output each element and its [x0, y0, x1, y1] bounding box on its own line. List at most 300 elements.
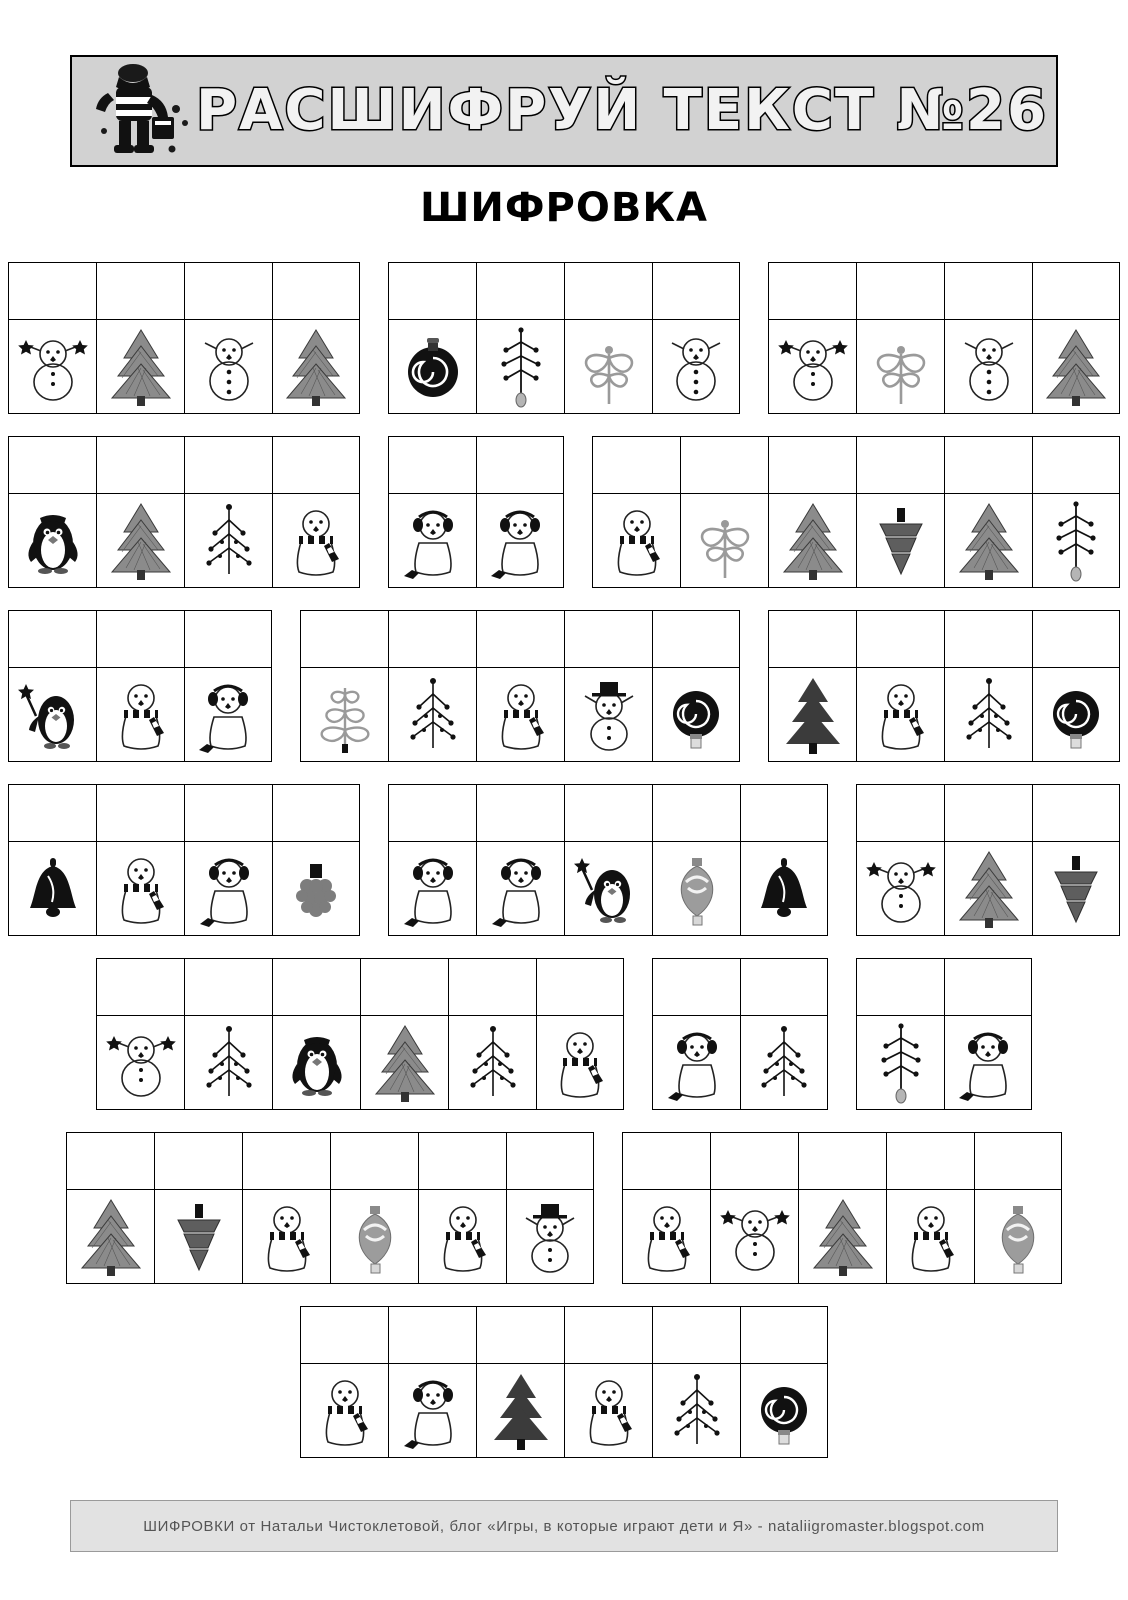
- cipher-column: [96, 436, 184, 588]
- answer-cell[interactable]: [476, 1306, 564, 1364]
- answer-cell[interactable]: [974, 1132, 1062, 1190]
- cipher-word: [388, 436, 564, 588]
- grape-ornament-icon: [277, 846, 355, 932]
- symbol-cell: [96, 1016, 184, 1110]
- answer-cell[interactable]: [8, 784, 96, 842]
- symbol-cell: [388, 1364, 476, 1458]
- answer-cell[interactable]: [740, 958, 828, 1016]
- symbol-cell: [272, 1016, 360, 1110]
- cipher-word: [592, 436, 1120, 588]
- lollipop-bauble-icon: [657, 672, 735, 758]
- answer-cell[interactable]: [592, 436, 680, 494]
- ornament-swirl-icon: [686, 498, 764, 584]
- cipher-word: [388, 784, 828, 936]
- answer-cell[interactable]: [96, 784, 184, 842]
- answer-cell[interactable]: [564, 610, 652, 668]
- answer-cell[interactable]: [418, 1132, 506, 1190]
- tree-sketch-icon: [102, 324, 180, 410]
- answer-cell[interactable]: [388, 262, 476, 320]
- cipher-column: [476, 262, 564, 414]
- cipher-word: [622, 1132, 1062, 1284]
- cipher-column: [476, 610, 564, 762]
- answer-cell[interactable]: [476, 262, 564, 320]
- cipher-column: [798, 1132, 886, 1284]
- tree-thin-icon: [658, 1368, 736, 1454]
- snowman-star-icon: [102, 1020, 180, 1106]
- snowman-scarf-icon: [570, 1368, 648, 1454]
- symbol-cell: [8, 494, 96, 588]
- answer-cell[interactable]: [388, 1306, 476, 1364]
- answer-cell[interactable]: [476, 610, 564, 668]
- symbol-cell: [184, 668, 272, 762]
- tree-sketch-icon: [102, 498, 180, 584]
- snowman-star-icon: [716, 1194, 794, 1280]
- cipher-word: [768, 610, 1120, 762]
- symbol-cell: [768, 494, 856, 588]
- cipher-column: [184, 958, 272, 1110]
- cipher-column: [184, 262, 272, 414]
- cipher-column: [96, 610, 184, 762]
- cipher-column: [300, 1306, 388, 1458]
- tree-solid-icon: [482, 1368, 560, 1454]
- subtitle: ШИФРОВКА: [419, 185, 709, 231]
- cipher-column: [8, 262, 96, 414]
- answer-cell[interactable]: [652, 610, 740, 668]
- cipher-column: [944, 958, 1032, 1110]
- cipher-column: [476, 784, 564, 936]
- tree-thin-icon: [950, 672, 1028, 758]
- symbol-cell: [652, 1016, 740, 1110]
- answer-cell[interactable]: [66, 1132, 154, 1190]
- answer-cell[interactable]: [740, 1306, 828, 1364]
- tree-sketch-icon: [950, 498, 1028, 584]
- cipher-column: [242, 1132, 330, 1284]
- cipher-column: [856, 784, 944, 936]
- snowman-plain-icon: [950, 324, 1028, 410]
- symbol-cell: [856, 668, 944, 762]
- symbol-cell: [1032, 494, 1120, 588]
- cipher-column: [8, 436, 96, 588]
- answer-cell[interactable]: [564, 262, 652, 320]
- tree-sketch-icon: [277, 324, 355, 410]
- cipher-word: [388, 262, 740, 414]
- answer-cell[interactable]: [388, 436, 476, 494]
- cipher-word: [8, 610, 272, 762]
- answer-cell[interactable]: [184, 958, 272, 1016]
- symbol-cell: [856, 494, 944, 588]
- tree-thin-icon: [190, 498, 268, 584]
- answer-cell[interactable]: [1032, 436, 1120, 494]
- symbol-cell: [388, 494, 476, 588]
- symbol-cell: [184, 842, 272, 936]
- cipher-column: [536, 958, 624, 1110]
- tree-sketch-icon: [804, 1194, 882, 1280]
- cipher-column: [944, 610, 1032, 762]
- answer-cell[interactable]: [388, 784, 476, 842]
- symbol-cell: [564, 1364, 652, 1458]
- symbol-cell: [8, 842, 96, 936]
- symbol-cell: [798, 1190, 886, 1284]
- symbol-cell: [944, 668, 1032, 762]
- puzzle-row: [0, 1132, 1128, 1284]
- cipher-column: [8, 610, 96, 762]
- earmuff-snowman-icon: [481, 498, 559, 584]
- symbol-cell: [974, 1190, 1062, 1284]
- symbol-cell: [96, 842, 184, 936]
- answer-cell[interactable]: [154, 1132, 242, 1190]
- tree-solid-icon: [774, 672, 852, 758]
- answer-cell[interactable]: [360, 958, 448, 1016]
- symbol-cell: [652, 668, 740, 762]
- symbol-cell: [564, 320, 652, 414]
- snowman-scarf-icon: [424, 1194, 502, 1280]
- answer-cell[interactable]: [944, 436, 1032, 494]
- answer-cell[interactable]: [768, 436, 856, 494]
- cipher-column: [360, 958, 448, 1110]
- answer-cell[interactable]: [944, 610, 1032, 668]
- santa-icon: [86, 61, 196, 161]
- answer-cell[interactable]: [8, 262, 96, 320]
- puzzle-row: [0, 262, 1128, 414]
- answer-cell[interactable]: [8, 436, 96, 494]
- symbol-cell: [272, 842, 360, 936]
- cipher-column: [476, 436, 564, 588]
- cone-ornament-icon: [862, 498, 940, 584]
- symbol-cell: [184, 1016, 272, 1110]
- answer-cell[interactable]: [768, 610, 856, 668]
- cone-ornament-icon: [1037, 846, 1115, 932]
- symbol-cell: [388, 320, 476, 414]
- cipher-column: [740, 1306, 828, 1458]
- answer-cell[interactable]: [1032, 784, 1120, 842]
- snowman-scarf-icon: [102, 846, 180, 932]
- answer-cell[interactable]: [798, 1132, 886, 1190]
- lollipop-bauble-icon: [745, 1368, 823, 1454]
- answer-cell[interactable]: [272, 784, 360, 842]
- answer-cell[interactable]: [740, 784, 828, 842]
- symbol-cell: [944, 1016, 1032, 1110]
- cipher-column: [8, 784, 96, 936]
- ornament-swirl-icon: [862, 324, 940, 410]
- snowman-tophat-icon: [570, 672, 648, 758]
- lollipop-bauble-icon: [1037, 672, 1115, 758]
- answer-cell[interactable]: [856, 784, 944, 842]
- symbol-cell: [184, 494, 272, 588]
- answer-cell[interactable]: [564, 1306, 652, 1364]
- symbol-cell: [300, 668, 388, 762]
- cipher-column: [300, 610, 388, 762]
- answer-cell[interactable]: [622, 1132, 710, 1190]
- cipher-column: [856, 436, 944, 588]
- cipher-column: [856, 610, 944, 762]
- tree-thin-icon: [745, 1020, 823, 1106]
- cipher-column: [652, 262, 740, 414]
- cipher-column: [388, 784, 476, 936]
- cipher-column: [96, 958, 184, 1110]
- snowman-plain-icon: [657, 324, 735, 410]
- cipher-column: [652, 958, 740, 1110]
- cipher-word: [8, 262, 360, 414]
- cipher-word: [66, 1132, 594, 1284]
- answer-cell[interactable]: [184, 436, 272, 494]
- cipher-column: [506, 1132, 594, 1284]
- earmuff-snowman-icon: [394, 846, 472, 932]
- cipher-column: [1032, 784, 1120, 936]
- cipher-column: [944, 784, 1032, 936]
- answer-cell[interactable]: [652, 1306, 740, 1364]
- puzzle-row: [0, 610, 1128, 762]
- answer-cell[interactable]: [476, 784, 564, 842]
- penguin-wand-icon: [570, 846, 648, 932]
- answer-cell[interactable]: [184, 262, 272, 320]
- tree-sketch-icon: [72, 1194, 150, 1280]
- cipher-column: [564, 1306, 652, 1458]
- symbol-cell: [506, 1190, 594, 1284]
- cipher-column: [944, 436, 1032, 588]
- symbol-cell: [388, 842, 476, 936]
- symbol-cell: [856, 842, 944, 936]
- answer-cell[interactable]: [184, 784, 272, 842]
- cipher-column: [476, 1306, 564, 1458]
- twig-branch-icon: [482, 324, 560, 410]
- symbol-cell: [564, 842, 652, 936]
- snowman-scarf-icon: [482, 672, 560, 758]
- puzzle-row: [0, 784, 1128, 936]
- answer-cell[interactable]: [330, 1132, 418, 1190]
- cipher-word: [652, 958, 828, 1110]
- cipher-column: [564, 784, 652, 936]
- cipher-column: [974, 1132, 1062, 1284]
- cipher-column: [388, 1306, 476, 1458]
- answer-cell[interactable]: [506, 1132, 594, 1190]
- answer-cell[interactable]: [1032, 610, 1120, 668]
- answer-cell[interactable]: [448, 958, 536, 1016]
- tree-thin-icon: [394, 672, 472, 758]
- cipher-column: [768, 262, 856, 414]
- cipher-column: [1032, 262, 1120, 414]
- answer-cell[interactable]: [944, 262, 1032, 320]
- answer-cell[interactable]: [856, 436, 944, 494]
- cipher-column: [652, 610, 740, 762]
- symbol-cell: [710, 1190, 798, 1284]
- cipher-word: [300, 610, 740, 762]
- cipher-column: [272, 958, 360, 1110]
- symbol-cell: [476, 668, 564, 762]
- cipher-column: [622, 1132, 710, 1284]
- tree-sketch-icon: [1037, 324, 1115, 410]
- answer-cell[interactable]: [652, 784, 740, 842]
- symbol-cell: [680, 494, 768, 588]
- symbol-cell: [944, 842, 1032, 936]
- tree-thin-icon: [454, 1020, 532, 1106]
- earmuff-snowman-icon: [394, 498, 472, 584]
- cipher-column: [740, 958, 828, 1110]
- answer-cell[interactable]: [96, 436, 184, 494]
- cipher-column: [740, 784, 828, 936]
- symbol-cell: [96, 320, 184, 414]
- cipher-column: [272, 262, 360, 414]
- symbol-cell: [740, 1016, 828, 1110]
- answer-cell[interactable]: [272, 436, 360, 494]
- cipher-column: [388, 262, 476, 414]
- puzzle-grid: [0, 262, 1128, 1480]
- symbol-cell: [886, 1190, 974, 1284]
- symbol-cell: [1032, 320, 1120, 414]
- answer-cell[interactable]: [8, 610, 96, 668]
- cipher-column: [680, 436, 768, 588]
- cipher-column: [652, 784, 740, 936]
- cipher-column: [1032, 436, 1120, 588]
- page-title: РАСШИФРУЙ ТЕКСТ №26: [196, 78, 1048, 143]
- cipher-column: [944, 262, 1032, 414]
- symbol-cell: [300, 1364, 388, 1458]
- cipher-word: [768, 262, 1120, 414]
- symbol-cell: [768, 668, 856, 762]
- symbol-cell: [740, 1364, 828, 1458]
- answer-cell[interactable]: [96, 610, 184, 668]
- tree-sketch-icon: [366, 1020, 444, 1106]
- symbol-cell: [96, 494, 184, 588]
- answer-cell[interactable]: [886, 1132, 974, 1190]
- snowman-scarf-icon: [628, 1194, 706, 1280]
- symbol-cell: [8, 668, 96, 762]
- ornament-swirl-icon: [570, 324, 648, 410]
- symbol-cell: [8, 320, 96, 414]
- answer-cell[interactable]: [652, 262, 740, 320]
- bauble-spiral-icon: [394, 324, 472, 410]
- answer-cell[interactable]: [388, 610, 476, 668]
- footer-credit: ШИФРОВКИ от Натальи Чистоклетовой, блог «Игры, в которые играют дети и Я» - nataliigromaster.blogspot.com: [70, 1500, 1058, 1552]
- cone-ornament-icon: [160, 1194, 238, 1280]
- answer-cell[interactable]: [242, 1132, 330, 1190]
- symbol-cell: [652, 842, 740, 936]
- answer-cell[interactable]: [944, 958, 1032, 1016]
- snowman-scarf-icon: [892, 1194, 970, 1280]
- cipher-word: [8, 436, 360, 588]
- puzzle-row: [0, 1306, 1128, 1458]
- answer-cell[interactable]: [856, 610, 944, 668]
- answer-cell[interactable]: [300, 1306, 388, 1364]
- earmuff-snowman-icon: [189, 672, 267, 758]
- cipher-word: [300, 1306, 828, 1458]
- snowman-star-icon: [862, 846, 940, 932]
- answer-cell[interactable]: [272, 262, 360, 320]
- symbol-cell: [944, 494, 1032, 588]
- answer-cell[interactable]: [564, 784, 652, 842]
- symbol-cell: [96, 668, 184, 762]
- answer-cell[interactable]: [856, 262, 944, 320]
- symbol-cell: [360, 1016, 448, 1110]
- answer-cell[interactable]: [476, 436, 564, 494]
- snowman-scarf-icon: [248, 1194, 326, 1280]
- symbol-cell: [652, 1364, 740, 1458]
- snowman-scarf-icon: [277, 498, 355, 584]
- symbol-cell: [418, 1190, 506, 1284]
- snowman-scarf-icon: [306, 1368, 384, 1454]
- cipher-column: [856, 958, 944, 1110]
- earmuff-snowman-icon: [949, 1020, 1027, 1106]
- tree-swirl-icon: [306, 672, 384, 758]
- symbol-cell: [856, 1016, 944, 1110]
- symbol-cell: [476, 320, 564, 414]
- answer-cell[interactable]: [96, 958, 184, 1016]
- bell-icon: [745, 846, 823, 932]
- cipher-column: [768, 610, 856, 762]
- cipher-column: [710, 1132, 798, 1284]
- cipher-column: [592, 436, 680, 588]
- bell-icon: [14, 846, 92, 932]
- answer-cell[interactable]: [96, 262, 184, 320]
- bauble-bow-icon: [336, 1194, 414, 1280]
- answer-cell[interactable]: [652, 958, 740, 1016]
- snowman-scarf-icon: [598, 498, 676, 584]
- cipher-column: [96, 784, 184, 936]
- symbol-cell: [1032, 842, 1120, 936]
- answer-cell[interactable]: [300, 610, 388, 668]
- answer-cell[interactable]: [184, 610, 272, 668]
- cipher-column: [448, 958, 536, 1110]
- symbol-cell: [564, 668, 652, 762]
- symbol-cell: [1032, 668, 1120, 762]
- symbol-cell: [944, 320, 1032, 414]
- cipher-column: [418, 1132, 506, 1284]
- symbol-cell: [740, 842, 828, 936]
- cipher-word: [96, 958, 624, 1110]
- cipher-column: [184, 784, 272, 936]
- symbol-cell: [388, 668, 476, 762]
- earmuff-snowman-icon: [482, 846, 560, 932]
- tree-sketch-icon: [774, 498, 852, 584]
- symbol-cell: [242, 1190, 330, 1284]
- answer-cell[interactable]: [710, 1132, 798, 1190]
- symbol-cell: [184, 320, 272, 414]
- cipher-column: [856, 262, 944, 414]
- snowman-plain-icon: [190, 324, 268, 410]
- snowman-scarf-icon: [862, 672, 940, 758]
- tree-thin-icon: [190, 1020, 268, 1106]
- symbol-cell: [476, 494, 564, 588]
- snowman-scarf-icon: [541, 1020, 619, 1106]
- cipher-column: [1032, 610, 1120, 762]
- cipher-column: [564, 262, 652, 414]
- cipher-word: [8, 784, 360, 936]
- answer-cell[interactable]: [536, 958, 624, 1016]
- cipher-column: [272, 436, 360, 588]
- twig-branch-icon: [862, 1020, 940, 1106]
- earmuff-snowman-icon: [190, 846, 268, 932]
- answer-cell[interactable]: [768, 262, 856, 320]
- answer-cell[interactable]: [680, 436, 768, 494]
- cipher-word: [856, 958, 1032, 1110]
- answer-cell[interactable]: [856, 958, 944, 1016]
- puzzle-row: [0, 436, 1128, 588]
- cipher-column: [564, 610, 652, 762]
- cipher-column: [886, 1132, 974, 1284]
- answer-cell[interactable]: [1032, 262, 1120, 320]
- cipher-column: [184, 436, 272, 588]
- earmuff-snowman-icon: [658, 1020, 736, 1106]
- cipher-column: [330, 1132, 418, 1284]
- symbol-cell: [272, 320, 360, 414]
- cipher-column: [652, 1306, 740, 1458]
- cipher-column: [66, 1132, 154, 1284]
- answer-cell[interactable]: [272, 958, 360, 1016]
- symbol-cell: [476, 842, 564, 936]
- cipher-column: [154, 1132, 242, 1284]
- symbol-cell: [536, 1016, 624, 1110]
- cipher-column: [768, 436, 856, 588]
- answer-cell[interactable]: [944, 784, 1032, 842]
